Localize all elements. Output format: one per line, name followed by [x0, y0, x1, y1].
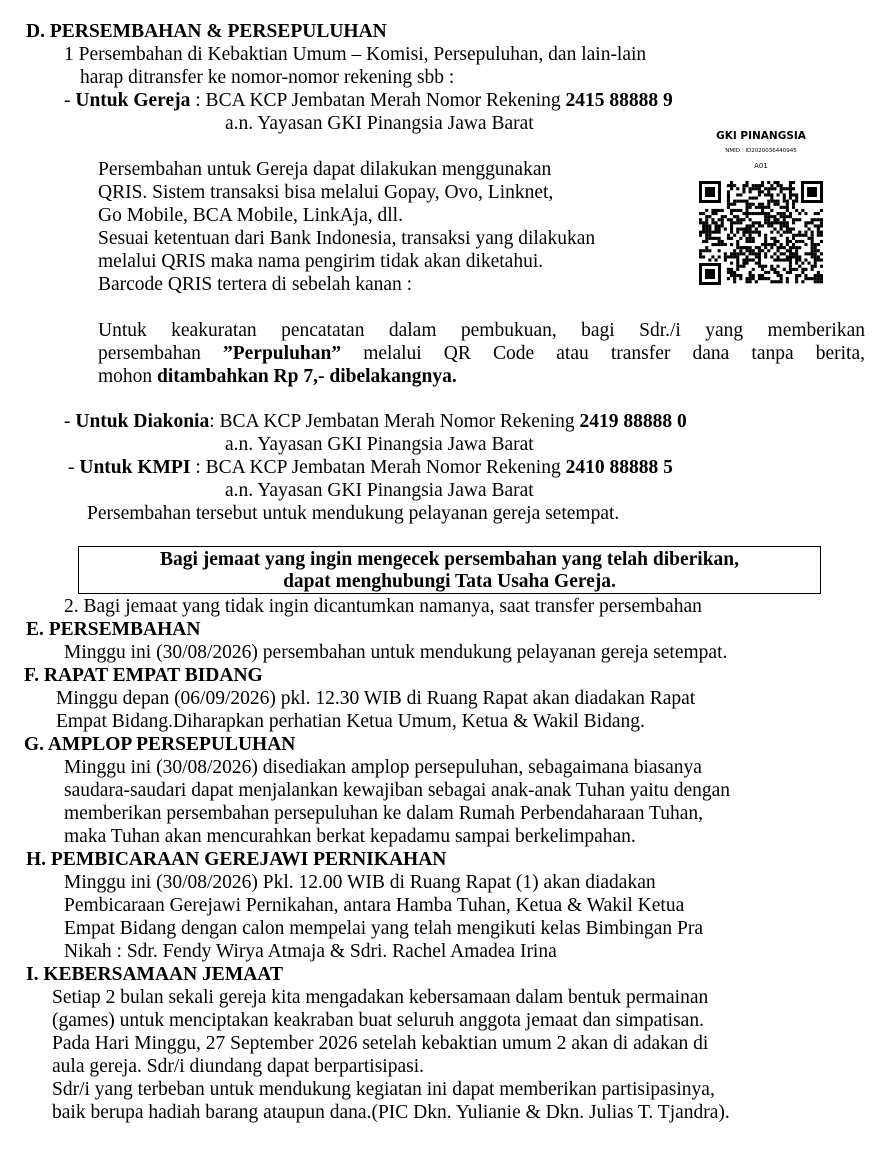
- section-h-line-3: Empat Bidang dengan calon mempelai yang telah mengikuti kelas Bimbingan Pra: [64, 918, 704, 939]
- qris-line-3: Go Mobile, BCA Mobile, LinkAja, dll.: [98, 205, 403, 226]
- gereja-label: Untuk Gereja: [75, 90, 191, 111]
- perpuluhan-emphasis: ”Perpuluhan”: [222, 343, 342, 364]
- section-i-heading: I. KEBERSAMAAN JEMAAT: [26, 964, 283, 985]
- qris-line-4: Sesuai ketentuan dari Bank Indonesia, transaksi yang dilakukan: [98, 228, 596, 249]
- section-i-line-3: Pada Hari Minggu, 27 September 2026 setelah kebaktian umum 2 akan di adakan di: [52, 1033, 709, 1054]
- section-g-line-4: maka Tuhan akan mencurahkan berkat kepadamu sampai berkelimpahan.: [64, 826, 636, 847]
- diakonia-account-holder: a.n. Yayasan GKI Pinangsia Jawa Barat: [225, 434, 534, 455]
- section-g-line-1: Minggu ini (30/08/2026) disediakan amplop persepuluhan, sebagaimana biasanya: [64, 757, 702, 778]
- section-i-line-4: aula gereja. Sdr/i diundang dapat berpartisipasi.: [52, 1056, 425, 1077]
- qris-qr-code-block: [697, 130, 825, 290]
- qris-line-1: Persembahan untuk Gereja dapat dilakukan menggunakan: [98, 159, 552, 180]
- section-g-line-3: memberikan persembahan persepuluhan ke dalam Rumah Perbendaharaan Tuhan,: [64, 803, 703, 824]
- gereja-account-number: 2415 88888 9: [565, 90, 673, 111]
- gereja-bank: : BCA KCP Jembatan Merah Nomor Rekening: [190, 90, 566, 111]
- qr-code-icon: [699, 181, 823, 285]
- kmpi-account-holder: a.n. Yayasan GKI Pinangsia Jawa Barat: [225, 480, 534, 501]
- section-e-line-1: Minggu ini (30/08/2026) persembahan untuk mendukung pelayanan gereja setempat.: [64, 642, 728, 663]
- section-h-line-2: Pembicaraan Gerejawi Pernikahan, antara Hamba Tuhan, Ketua & Wakil Ketua: [64, 895, 685, 916]
- accuracy-line-1: Untuk keakuratan pencatatan dalam pembukuan, bagi Sdr./i yang memberikan: [98, 320, 865, 341]
- accuracy-line-2: [98, 342, 865, 365]
- section-g-line-2: saudara-saudari dapat menjalankan kewajiban sebagai anak-anak Tuhan yaitu dengan: [64, 780, 730, 801]
- section-e-heading: E. PERSEMBAHAN: [26, 619, 201, 640]
- section-d-heading: D. PERSEMBAHAN & PERSEPULUHAN: [26, 21, 387, 42]
- diakonia-account-line: [64, 410, 687, 433]
- section-i-line-1: Setiap 2 bulan sekali gereja kita mengadakan kebersamaan dalam bentuk permainan: [52, 987, 709, 1008]
- accuracy-line-3: [98, 365, 457, 388]
- notice-box: [78, 546, 821, 594]
- kmpi-account-number: 2410 88888 5: [565, 457, 673, 478]
- notice-line-1: Bagi jemaat yang ingin mengecek persembahan yang telah diberikan,: [159, 549, 740, 570]
- section-h-line-4: Nikah : Sdr. Fendy Wirya Atmaja & Sdri. Rachel Amadea Irina: [64, 941, 557, 962]
- qr-nmid: NMID : ID2020036440945: [725, 148, 797, 154]
- qris-line-5: melalui QRIS maka nama pengirim tidak akan diketahui.: [98, 251, 544, 272]
- section-h-heading: H. PEMBICARAAN GEREJAWI PERNIKAHAN: [26, 849, 447, 870]
- qris-line-2: QRIS. Sistem transaksi bisa melalui Gopay, Ovo, Linknet,: [98, 182, 554, 203]
- section-d-paragraph-2: 2. Bagi jemaat yang tidak ingin dicantumkan namanya, saat transfer persembahan: [64, 596, 702, 617]
- gereja-account-line: [64, 89, 673, 112]
- section-f-line-2: Empat Bidang.Diharapkan perhatian Ketua Umum, Ketua & Wakil Bidang.: [56, 711, 645, 732]
- accuracy-line-3-start: mohon: [98, 366, 158, 387]
- section-f-line-1: Minggu depan (06/09/2026) pkl. 12.30 WIB di Ruang Rapat akan diadakan Rapat: [56, 688, 696, 709]
- qris-line-6: Barcode QRIS tertera di sebelah kanan :: [98, 274, 413, 295]
- accuracy-line-2-end: melalui QR Code atau transfer dana tanpa berita,: [341, 343, 866, 364]
- accuracy-line-2-start: persembahan: [98, 343, 223, 364]
- kmpi-prefix: -: [68, 457, 80, 478]
- gereja-prefix: -: [64, 90, 76, 111]
- kmpi-bank: : BCA KCP Jembatan Merah Nomor Rekening: [190, 457, 566, 478]
- diakonia-bank: : BCA KCP Jembatan Merah Nomor Rekening: [209, 411, 580, 432]
- diakonia-label: Untuk Diakonia: [75, 411, 210, 432]
- kmpi-label: Untuk KMPI: [79, 457, 191, 478]
- section-i-line-2: (games) untuk menciptakan keakraban buat seluruh anggota jemaat dan simpatisan.: [52, 1010, 704, 1031]
- section-g-heading: G. AMPLOP PERSEPULUHAN: [24, 734, 296, 755]
- diakonia-account-number: 2419 88888 0: [579, 411, 687, 432]
- add-amount-emphasis: ditambahkan Rp 7,- dibelakangnya.: [157, 366, 457, 387]
- kmpi-account-line: [68, 456, 673, 479]
- diakonia-prefix: -: [64, 411, 76, 432]
- section-f-heading: F. RAPAT EMPAT BIDANG: [24, 665, 263, 686]
- section-d-paragraph-1-line-1: 1 Persembahan di Kebaktian Umum – Komisi, Persepuluhan, dan lain-lain: [64, 44, 647, 65]
- section-d-paragraph-1-line-2: harap ditransfer ke nomor-nomor rekening sbb :: [80, 67, 455, 88]
- section-h-line-1: Minggu ini (30/08/2026) Pkl. 12.00 WIB di Ruang Rapat (1) akan diadakan: [64, 872, 656, 893]
- section-i-line-5: Sdr/i yang terbeban untuk mendukung kegiatan ini dapat memberikan partisipasinya,: [52, 1079, 715, 1100]
- gereja-account-holder: a.n. Yayasan GKI Pinangsia Jawa Barat: [225, 113, 534, 134]
- section-i-line-6: baik berupa hadiah barang ataupun dana.(PIC Dkn. Yulianie & Dkn. Julias T. Tjandra).: [52, 1102, 730, 1123]
- qr-code-label: A01: [754, 162, 768, 170]
- qr-title: GKI PINANGSIA: [716, 130, 806, 142]
- support-line: Persembahan tersebut untuk mendukung pelayanan gereja setempat.: [87, 503, 620, 524]
- notice-line-2: dapat menghubungi Tata Usaha Gereja.: [283, 571, 616, 592]
